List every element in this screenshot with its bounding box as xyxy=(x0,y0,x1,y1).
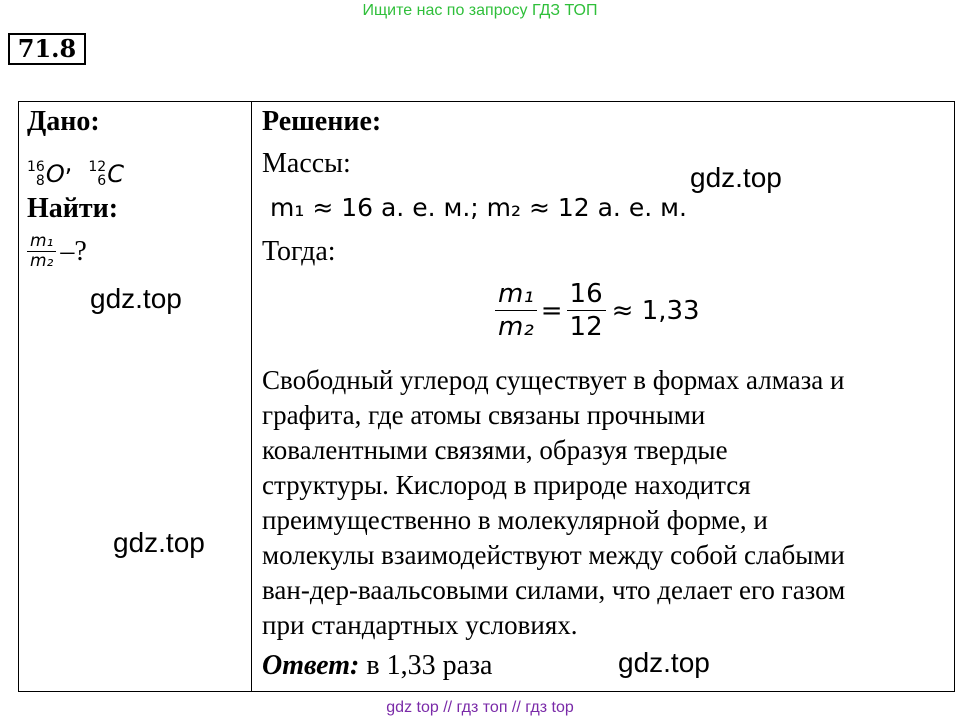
ratio-rhs-numerator: 16 xyxy=(569,279,603,309)
find-denominator: m₂ xyxy=(30,251,54,271)
paragraph-line: структуры. Кислород в природе находится xyxy=(262,470,751,500)
ratio-lhs-numerator: m₁ xyxy=(498,279,534,309)
paragraph-line: преимущественно в молекулярной форме, и xyxy=(262,505,768,535)
carbon-atomic-number: 6 xyxy=(97,173,107,189)
watermark: gdz.top xyxy=(113,527,205,558)
oxygen-symbol: O xyxy=(45,160,65,188)
find-question: –? xyxy=(60,235,87,267)
given-heading: Дано: xyxy=(27,106,100,137)
find-expression xyxy=(27,232,87,271)
explanation-paragraph xyxy=(262,363,952,643)
oxygen-atomic-number: 8 xyxy=(35,173,45,189)
find-heading: Найти: xyxy=(27,193,119,224)
ratio-formula xyxy=(495,278,700,343)
isotope-separator: , xyxy=(64,149,73,177)
masses-formula: m₁ ≈ 16 а. е. м.; m₂ ≈ 12 а. е. м. xyxy=(270,193,687,222)
carbon-mass-number: 12 xyxy=(88,159,107,175)
watermark: gdz.top xyxy=(90,283,182,314)
ratio-lhs-fraction xyxy=(495,278,537,343)
watermark: gdz.top xyxy=(618,647,710,678)
isotope-oxygen xyxy=(27,160,65,188)
paragraph-line: ковалентными связями, образуя твердые xyxy=(262,435,728,465)
answer-line xyxy=(262,650,492,682)
paragraph-line: при стандартных условиях. xyxy=(262,610,578,640)
top-banner: Ищите нас по запросу ГДЗ ТОП xyxy=(362,2,598,19)
watermark: gdz.top xyxy=(690,162,782,193)
ratio-rhs-fraction xyxy=(567,278,606,343)
ratio-result: ≈ 1,33 xyxy=(611,295,700,326)
find-fraction xyxy=(27,232,56,271)
given-isotopes xyxy=(27,149,124,188)
find-numerator: m₁ xyxy=(30,231,54,251)
then-label: Тогда: xyxy=(262,236,336,267)
oxygen-mass-number: 16 xyxy=(27,159,45,175)
answer-text: в 1,33 раза xyxy=(366,650,493,681)
paragraph-line: ван-дер-ваальсовыми силами, что делает его газом xyxy=(262,575,846,605)
ratio-equals: = xyxy=(540,295,563,326)
paragraph-line: молекулы взаимодействуют между собой слабыми xyxy=(262,540,845,570)
answer-label: Ответ: xyxy=(262,650,360,681)
bottom-banner: gdz top // гдз топ // гдз top xyxy=(386,699,574,716)
ratio-lhs-denominator: m₂ xyxy=(498,312,534,342)
isotope-carbon xyxy=(88,160,124,188)
paragraph-line: графита, где атомы связаны прочными xyxy=(262,400,706,430)
table-divider xyxy=(251,101,252,692)
ratio-rhs-denominator: 12 xyxy=(569,312,603,342)
masses-label: Массы: xyxy=(262,148,351,179)
paragraph-line: Свободный углерод существует в формах алмаза и xyxy=(262,365,845,395)
solution-heading: Решение: xyxy=(262,106,382,137)
problem-number: 71.8 xyxy=(8,33,86,65)
carbon-symbol: C xyxy=(107,160,124,188)
